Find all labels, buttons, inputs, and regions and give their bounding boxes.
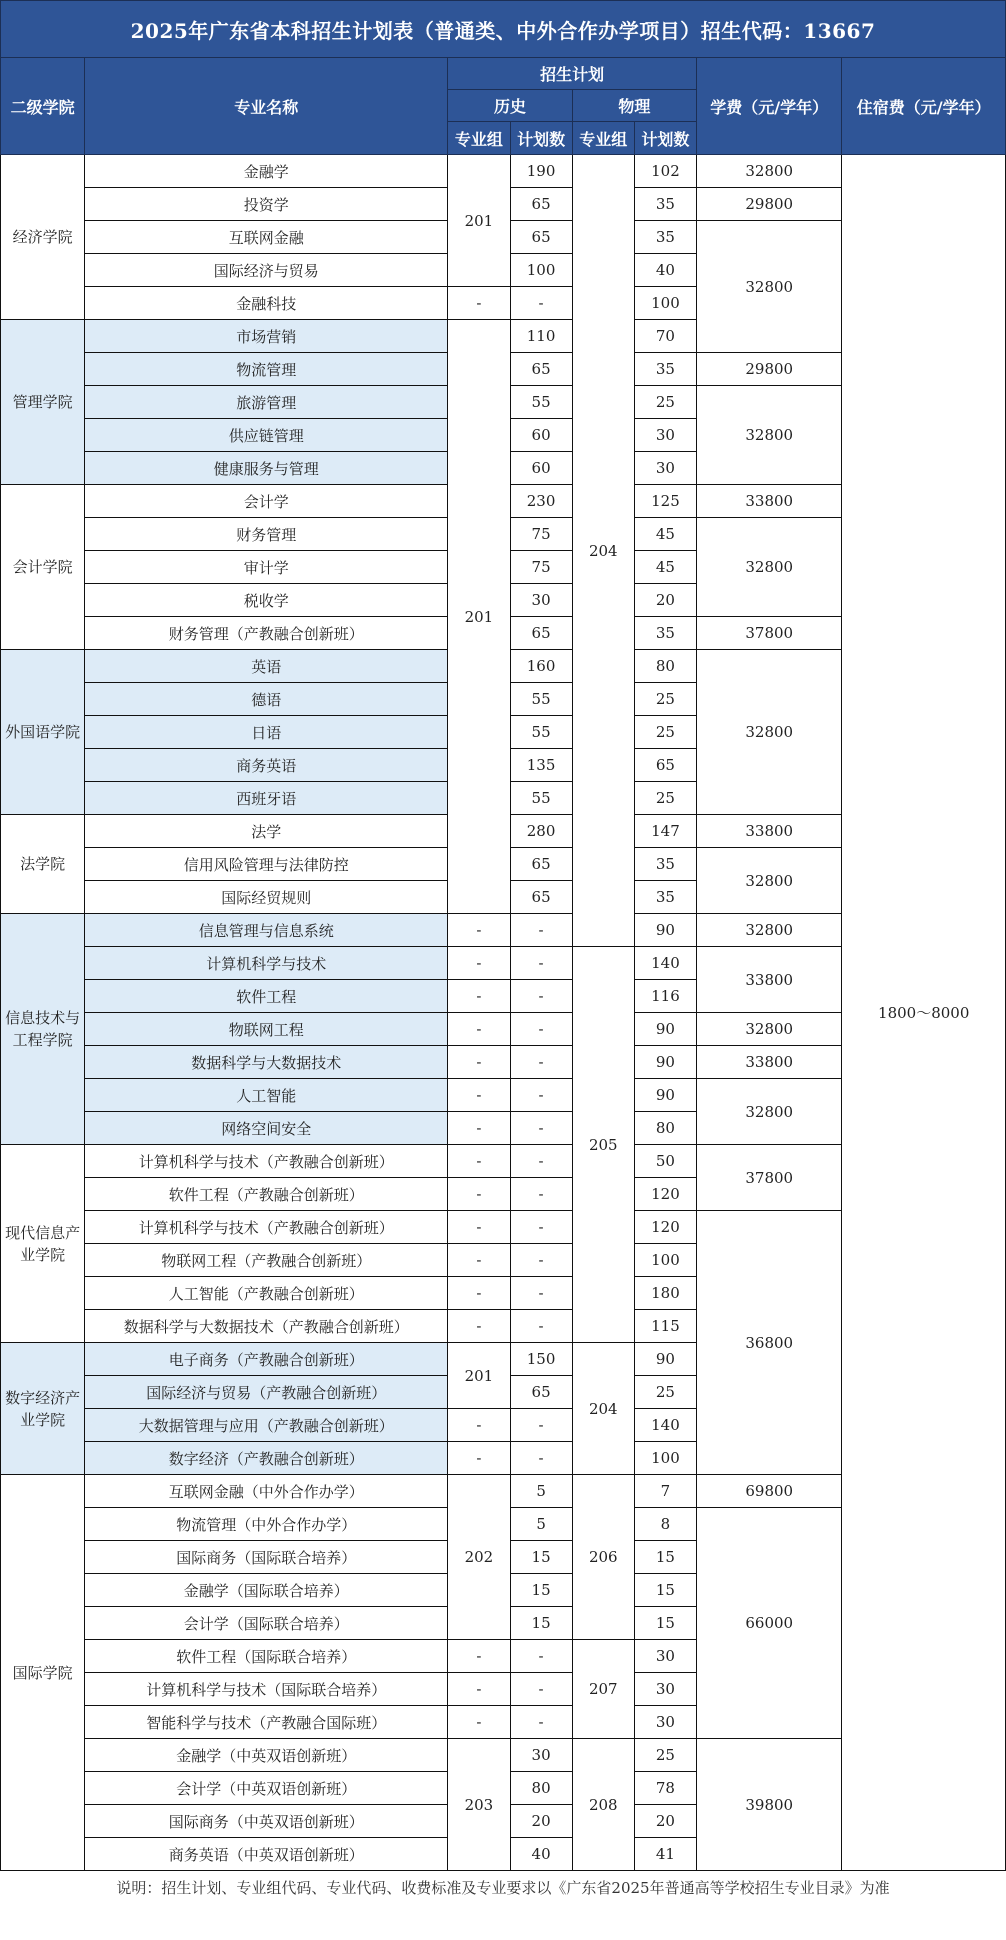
header-tuition: 学费（元/学年） xyxy=(697,58,842,155)
physics-count: 100 xyxy=(634,287,696,320)
tuition-fee: 32800 xyxy=(697,518,842,617)
tuition-fee: 36800 xyxy=(697,1211,842,1475)
physics-count: 35 xyxy=(634,848,696,881)
physics-count: 100 xyxy=(634,1244,696,1277)
history-group: 203 xyxy=(448,1739,510,1871)
major-name: 日语 xyxy=(85,716,448,749)
major-name: 数据科学与大数据技术 xyxy=(85,1046,448,1079)
tuition-fee: 32800 xyxy=(697,221,842,353)
major-name: 税收学 xyxy=(85,584,448,617)
physics-count: 125 xyxy=(634,485,696,518)
major-name: 国际经济与贸易 xyxy=(85,254,448,287)
major-name: 计算机科学与技术（产教融合创新班） xyxy=(85,1211,448,1244)
physics-count: 25 xyxy=(634,683,696,716)
history-count: 40 xyxy=(510,1838,572,1871)
history-group: - xyxy=(448,1673,510,1706)
college-name: 数字经济产业学院 xyxy=(1,1343,85,1475)
physics-count: 35 xyxy=(634,881,696,914)
history-count: 5 xyxy=(510,1508,572,1541)
major-name: 网络空间安全 xyxy=(85,1112,448,1145)
history-group: - xyxy=(448,980,510,1013)
major-name: 大数据管理与应用（产教融合创新班） xyxy=(85,1409,448,1442)
history-count: - xyxy=(510,1277,572,1310)
major-name: 信用风险管理与法律防控 xyxy=(85,848,448,881)
history-count: - xyxy=(510,287,572,320)
physics-count: 25 xyxy=(634,1739,696,1772)
college-name: 管理学院 xyxy=(1,320,85,485)
physics-count: 30 xyxy=(634,452,696,485)
header-physics-count: 计划数 xyxy=(634,122,696,155)
history-count: 65 xyxy=(510,353,572,386)
history-count: 55 xyxy=(510,716,572,749)
physics-count: 100 xyxy=(634,1442,696,1475)
history-count: 190 xyxy=(510,155,572,188)
college-name: 外国语学院 xyxy=(1,650,85,815)
history-group: - xyxy=(448,1706,510,1739)
major-name: 金融科技 xyxy=(85,287,448,320)
history-count: - xyxy=(510,1673,572,1706)
tuition-fee: 37800 xyxy=(697,1145,842,1211)
history-count: 65 xyxy=(510,848,572,881)
physics-group: 204 xyxy=(572,1343,634,1475)
physics-count: 8 xyxy=(634,1508,696,1541)
history-count: 65 xyxy=(510,617,572,650)
major-name: 数字经济（产教融合创新班） xyxy=(85,1442,448,1475)
history-count: 55 xyxy=(510,782,572,815)
major-name: 软件工程（产教融合创新班） xyxy=(85,1178,448,1211)
major-name: 旅游管理 xyxy=(85,386,448,419)
major-name: 金融学（中英双语创新班） xyxy=(85,1739,448,1772)
major-name: 健康服务与管理 xyxy=(85,452,448,485)
major-name: 电子商务（产教融合创新班） xyxy=(85,1343,448,1376)
physics-count: 15 xyxy=(634,1607,696,1640)
physics-count: 115 xyxy=(634,1310,696,1343)
page-title: 2025年广东省本科招生计划表（普通类、中外合作办学项目）招生代码：13667 xyxy=(1,1,1006,58)
tuition-fee: 32800 xyxy=(697,386,842,485)
major-name: 物联网工程（产教融合创新班） xyxy=(85,1244,448,1277)
physics-count: 80 xyxy=(634,650,696,683)
tuition-fee: 33800 xyxy=(697,1046,842,1079)
history-count: - xyxy=(510,1442,572,1475)
physics-count: 78 xyxy=(634,1772,696,1805)
college-name: 经济学院 xyxy=(1,155,85,320)
history-count: 60 xyxy=(510,452,572,485)
major-name: 投资学 xyxy=(85,188,448,221)
tuition-fee: 33800 xyxy=(697,947,842,1013)
physics-group: 208 xyxy=(572,1739,634,1871)
major-name: 计算机科学与技术（产教融合创新班） xyxy=(85,1145,448,1178)
major-name: 供应链管理 xyxy=(85,419,448,452)
tuition-fee: 32800 xyxy=(697,914,842,947)
history-count: 160 xyxy=(510,650,572,683)
physics-count: 45 xyxy=(634,551,696,584)
physics-count: 120 xyxy=(634,1211,696,1244)
major-name: 人工智能 xyxy=(85,1079,448,1112)
history-group: - xyxy=(448,1145,510,1178)
history-count: 135 xyxy=(510,749,572,782)
history-count: 65 xyxy=(510,1376,572,1409)
tuition-fee: 32800 xyxy=(697,1079,842,1145)
physics-count: 30 xyxy=(634,1706,696,1739)
history-group: - xyxy=(448,1409,510,1442)
major-name: 会计学（国际联合培养） xyxy=(85,1607,448,1640)
dorm-fee: 1800～8000 xyxy=(842,155,1006,1871)
physics-count: 180 xyxy=(634,1277,696,1310)
history-count: - xyxy=(510,1244,572,1277)
history-count: 75 xyxy=(510,551,572,584)
tuition-fee: 32800 xyxy=(697,155,842,188)
header-history-count: 计划数 xyxy=(510,122,572,155)
physics-count: 140 xyxy=(634,947,696,980)
major-name: 金融学（国际联合培养） xyxy=(85,1574,448,1607)
header-physics: 物理 xyxy=(572,90,696,122)
tuition-fee: 32800 xyxy=(697,1013,842,1046)
major-name: 数据科学与大数据技术（产教融合创新班） xyxy=(85,1310,448,1343)
history-group: - xyxy=(448,1277,510,1310)
tuition-fee: 32800 xyxy=(697,650,842,815)
history-count: 75 xyxy=(510,518,572,551)
history-group: 201 xyxy=(448,155,510,287)
college-name: 国际学院 xyxy=(1,1475,85,1871)
major-name: 软件工程（国际联合培养） xyxy=(85,1640,448,1673)
physics-count: 90 xyxy=(634,1013,696,1046)
history-group: - xyxy=(448,1310,510,1343)
history-group: - xyxy=(448,947,510,980)
physics-count: 25 xyxy=(634,716,696,749)
table-body xyxy=(1,155,1006,1871)
major-name: 国际商务（国际联合培养） xyxy=(85,1541,448,1574)
physics-count: 35 xyxy=(634,221,696,254)
major-name: 会计学（中英双语创新班） xyxy=(85,1772,448,1805)
header-physics-group: 专业组 xyxy=(572,122,634,155)
footnote: 说明：招生计划、专业组代码、专业代码、收费标准及专业要求以《广东省2025年普通高等学校招生专业目录》为准 xyxy=(116,1879,890,1897)
history-count: - xyxy=(510,1178,572,1211)
physics-count: 35 xyxy=(634,617,696,650)
physics-count: 102 xyxy=(634,155,696,188)
tuition-fee: 37800 xyxy=(697,617,842,650)
major-name: 市场营销 xyxy=(85,320,448,353)
history-count: 55 xyxy=(510,683,572,716)
physics-count: 50 xyxy=(634,1145,696,1178)
major-name: 英语 xyxy=(85,650,448,683)
history-count: - xyxy=(510,1079,572,1112)
major-name: 法学 xyxy=(85,815,448,848)
history-count: - xyxy=(510,1310,572,1343)
history-count: - xyxy=(510,1145,572,1178)
major-name: 互联网金融（中外合作办学） xyxy=(85,1475,448,1508)
physics-count: 116 xyxy=(634,980,696,1013)
major-name: 国际经济与贸易（产教融合创新班） xyxy=(85,1376,448,1409)
history-count: - xyxy=(510,914,572,947)
history-count: - xyxy=(510,947,572,980)
major-name: 计算机科学与技术（国际联合培养） xyxy=(85,1673,448,1706)
college-name: 会计学院 xyxy=(1,485,85,650)
history-count: - xyxy=(510,1640,572,1673)
history-count: 100 xyxy=(510,254,572,287)
physics-count: 120 xyxy=(634,1178,696,1211)
history-group: 202 xyxy=(448,1475,510,1640)
history-count: - xyxy=(510,1706,572,1739)
history-count: 60 xyxy=(510,419,572,452)
tuition-fee: 69800 xyxy=(697,1475,842,1508)
major-name: 物流管理（中外合作办学） xyxy=(85,1508,448,1541)
history-group: - xyxy=(448,1046,510,1079)
physics-count: 90 xyxy=(634,1343,696,1376)
physics-count: 80 xyxy=(634,1112,696,1145)
physics-group: 204 xyxy=(572,155,634,947)
major-name: 软件工程 xyxy=(85,980,448,1013)
major-name: 商务英语 xyxy=(85,749,448,782)
history-group: - xyxy=(448,1013,510,1046)
major-name: 人工智能（产教融合创新班） xyxy=(85,1277,448,1310)
college-name: 法学院 xyxy=(1,815,85,914)
history-count: 55 xyxy=(510,386,572,419)
header-major: 专业名称 xyxy=(85,58,448,155)
physics-count: 20 xyxy=(634,1805,696,1838)
major-name: 德语 xyxy=(85,683,448,716)
history-count: 30 xyxy=(510,1739,572,1772)
tuition-fee: 66000 xyxy=(697,1508,842,1739)
history-count: 280 xyxy=(510,815,572,848)
major-name: 西班牙语 xyxy=(85,782,448,815)
history-group: 201 xyxy=(448,320,510,914)
physics-count: 147 xyxy=(634,815,696,848)
header-history-group: 专业组 xyxy=(448,122,510,155)
history-count: 15 xyxy=(510,1607,572,1640)
history-count: 20 xyxy=(510,1805,572,1838)
physics-count: 70 xyxy=(634,320,696,353)
major-name: 金融学 xyxy=(85,155,448,188)
history-count: 5 xyxy=(510,1475,572,1508)
history-group: - xyxy=(448,1079,510,1112)
header-dorm: 住宿费（元/学年） xyxy=(842,58,1006,155)
physics-count: 65 xyxy=(634,749,696,782)
physics-group: 206 xyxy=(572,1475,634,1640)
major-name: 计算机科学与技术 xyxy=(85,947,448,980)
history-group: 201 xyxy=(448,1343,510,1409)
physics-count: 25 xyxy=(634,386,696,419)
header-history: 历史 xyxy=(448,90,572,122)
history-group: - xyxy=(448,1640,510,1673)
major-name: 会计学 xyxy=(85,485,448,518)
major-name: 物流管理 xyxy=(85,353,448,386)
history-count: 65 xyxy=(510,188,572,221)
physics-count: 15 xyxy=(634,1574,696,1607)
physics-count: 40 xyxy=(634,254,696,287)
tuition-fee: 29800 xyxy=(697,188,842,221)
history-count: - xyxy=(510,1409,572,1442)
major-name: 商务英语（中英双语创新班） xyxy=(85,1838,448,1871)
history-count: 230 xyxy=(510,485,572,518)
history-count: - xyxy=(510,980,572,1013)
college-name: 现代信息产业学院 xyxy=(1,1145,85,1343)
history-group: - xyxy=(448,1244,510,1277)
history-count: 15 xyxy=(510,1574,572,1607)
physics-count: 15 xyxy=(634,1541,696,1574)
physics-count: 30 xyxy=(634,1673,696,1706)
tuition-fee: 32800 xyxy=(697,848,842,914)
physics-count: 90 xyxy=(634,1079,696,1112)
history-count: - xyxy=(510,1211,572,1244)
tuition-fee: 29800 xyxy=(697,353,842,386)
header-plan: 招生计划 xyxy=(448,58,697,90)
history-count: 150 xyxy=(510,1343,572,1376)
major-name: 物联网工程 xyxy=(85,1013,448,1046)
physics-group: 205 xyxy=(572,947,634,1343)
major-name: 审计学 xyxy=(85,551,448,584)
history-group: - xyxy=(448,1112,510,1145)
history-group: - xyxy=(448,1211,510,1244)
physics-count: 7 xyxy=(634,1475,696,1508)
physics-count: 41 xyxy=(634,1838,696,1871)
physics-count: 90 xyxy=(634,1046,696,1079)
history-group: - xyxy=(448,1178,510,1211)
physics-count: 35 xyxy=(634,188,696,221)
history-count: - xyxy=(510,1013,572,1046)
physics-count: 140 xyxy=(634,1409,696,1442)
history-count: 65 xyxy=(510,221,572,254)
physics-count: 35 xyxy=(634,353,696,386)
tuition-fee: 33800 xyxy=(697,815,842,848)
tuition-fee: 33800 xyxy=(697,485,842,518)
history-count: - xyxy=(510,1046,572,1079)
history-count: 80 xyxy=(510,1772,572,1805)
history-count: 30 xyxy=(510,584,572,617)
history-count: 110 xyxy=(510,320,572,353)
physics-count: 30 xyxy=(634,419,696,452)
physics-count: 20 xyxy=(634,584,696,617)
history-count: 15 xyxy=(510,1541,572,1574)
major-name: 财务管理（产教融合创新班） xyxy=(85,617,448,650)
major-name: 信息管理与信息系统 xyxy=(85,914,448,947)
history-count: 65 xyxy=(510,881,572,914)
physics-count: 25 xyxy=(634,1376,696,1409)
physics-count: 90 xyxy=(634,914,696,947)
table-row xyxy=(1,155,1006,188)
physics-count: 25 xyxy=(634,782,696,815)
major-name: 智能科学与技术（产教融合国际班） xyxy=(85,1706,448,1739)
physics-count: 30 xyxy=(634,1640,696,1673)
history-group: - xyxy=(448,914,510,947)
tuition-fee: 39800 xyxy=(697,1739,842,1871)
physics-group: 207 xyxy=(572,1640,634,1739)
header-college: 二级学院 xyxy=(1,58,85,155)
major-name: 财务管理 xyxy=(85,518,448,551)
history-group: - xyxy=(448,287,510,320)
physics-count: 45 xyxy=(634,518,696,551)
history-group: - xyxy=(448,1442,510,1475)
major-name: 互联网金融 xyxy=(85,221,448,254)
major-name: 国际经贸规则 xyxy=(85,881,448,914)
history-count: - xyxy=(510,1112,572,1145)
major-name: 国际商务（中英双语创新班） xyxy=(85,1805,448,1838)
college-name: 信息技术与工程学院 xyxy=(1,914,85,1145)
